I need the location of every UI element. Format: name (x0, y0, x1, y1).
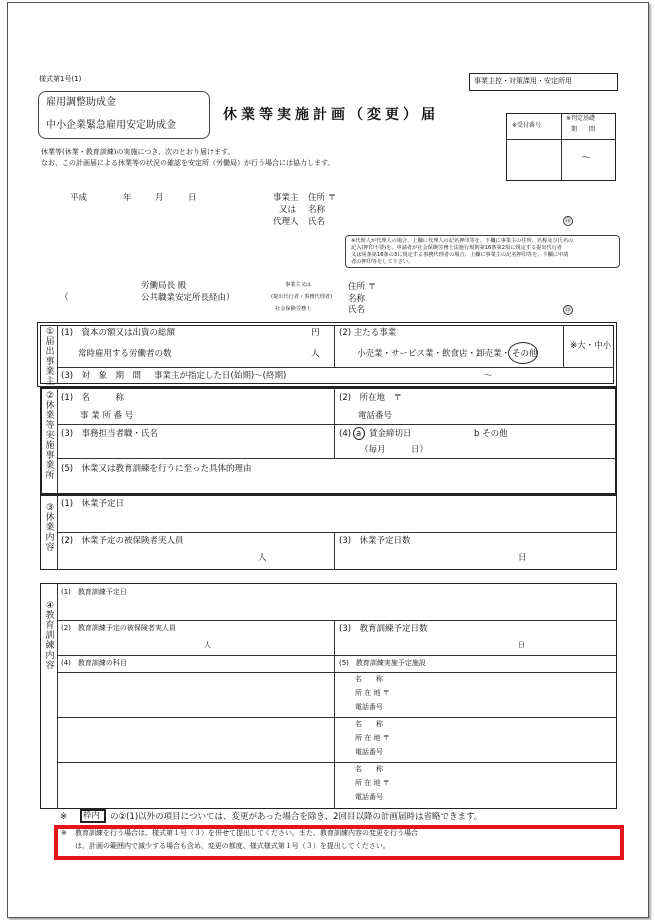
training-date-label: (1) 教育訓練予定日 (61, 588, 127, 596)
leave-date-label: (1) 休業予定日 (61, 499, 125, 509)
applicant-person-name: 氏名 (308, 217, 326, 227)
facility-name: 名 称 (355, 765, 383, 773)
facility-name: 名 称 (355, 675, 383, 683)
location-label: (2) 所在地 〒 (339, 393, 403, 403)
closing-a-text: 賃金締切日 (369, 429, 412, 439)
period-tilde: ～ (484, 371, 493, 381)
period-label: (3) 対 象 期 間 (61, 371, 142, 381)
form-number: 様式第1号(1) (39, 75, 82, 83)
applicant-address: 住所 〒 (308, 193, 337, 203)
date-month: 月 (155, 193, 164, 203)
agent-note-4: 者の押印等をして下さい。 (351, 259, 414, 265)
owner-label: 事業主 (273, 193, 299, 203)
training-days-unit: 日 (518, 641, 525, 649)
section3-label: ③休業内容 (45, 503, 55, 553)
closing-label: (4) (339, 429, 352, 439)
agent-note-3: 又は同条第16条の3に規定する事務代理者の場合、上欄に事業主の記名押印等を、下欄に申請 (351, 252, 569, 258)
rep-label-1: 事業主又は (285, 282, 311, 288)
form-title: 休業等実施計画（変更）届 (223, 107, 439, 123)
frame-word: 枠内 (83, 811, 101, 821)
footer-note2-mark: ※ (61, 829, 67, 837)
rep-address: 住所 〒 (348, 282, 377, 292)
applicant-name-label: 名称 (308, 205, 326, 215)
business-label: (2) 主たる事業 (339, 328, 397, 338)
agent-note-1: ※代理人が代理人の場合、上欄に代理人の記名押印等を、下欄に事業主の住所、名称及び氏名の (351, 238, 574, 244)
footer-note2-line1: 教育訓練を行う場合は、様式第１号（３）を併せて提出してください。また、教育訓練内容の変更を行う場合 (75, 829, 418, 837)
closing-a: a (356, 429, 362, 439)
or-label: 又は (279, 205, 297, 215)
seal-icon: ㊞ (564, 307, 571, 314)
grant-name-2: 中小企業緊急雇用安定助成金 (46, 120, 176, 131)
section1-label: ①届出事業主 (45, 327, 55, 387)
seal-icon: ㊞ (564, 218, 571, 225)
leave-insured-unit: 人 (258, 553, 267, 563)
rep-label-2: (提出代行者・事務代理者) (271, 294, 333, 300)
grant-name-1: 雇用調整助成金 (46, 97, 116, 108)
facility-address: 所 在 地 〒 (355, 689, 390, 697)
footer-note-1: の②(1)以外の項目については、変更があった場合を除き、2回目以降の計画届時は省略できます。 (110, 812, 483, 822)
rep-label-3: 社会保険労務士 (275, 306, 312, 312)
intro-line-2: なお、この計画届による休業等の状況の確認を安定所（労働局）が行う場合には協力します。 (41, 159, 335, 167)
training-subjects-label: (4) 教育訓練の科目 (61, 659, 127, 667)
capital-unit: 円 (311, 328, 320, 338)
agent-label: 代理人 (273, 217, 299, 227)
leave-days-label: (3) 休業予定日数 (339, 536, 411, 546)
form-page (7, 2, 649, 918)
size-class: ※大・中小 (570, 341, 612, 351)
facility-phone: 電話番号 (355, 703, 383, 711)
rep-name-label: 名称 (348, 294, 366, 304)
section4-label: ④教育訓練内容 (45, 601, 55, 671)
location-phone: 電話番号 (358, 411, 393, 421)
facility-phone: 電話番号 (355, 748, 383, 756)
training-facility-label: (5) 教育訓練実施予定施設 (339, 659, 426, 667)
closing-monthly: （毎月 日） (360, 445, 429, 455)
facility-address: 所 在 地 〒 (355, 734, 390, 742)
recipient-line-1: 労働局長 殿 (141, 281, 187, 291)
reception-no-label: ※受付番号 (512, 122, 542, 129)
business-options: 小売業・サービス業・飲食店・卸売業・ (357, 349, 511, 359)
office-name-label: (1) 名 称 (61, 393, 125, 403)
judge-tilde: ～ (581, 153, 591, 164)
date-year: 年 (123, 193, 132, 203)
leave-days-unit: 日 (518, 553, 527, 563)
training-insured-unit: 人 (204, 641, 211, 649)
closing-b: b その他 (474, 429, 508, 439)
judge-label-2: 期 間 (571, 126, 596, 133)
date-day: 日 (188, 193, 197, 203)
section2-box (40, 387, 617, 495)
recipient-line-2: 公共職業安定所長経由） (141, 293, 235, 303)
leave-insured-label: (2) 休業予定の被保険者実人員 (61, 536, 184, 546)
business-other: その他 (512, 349, 538, 359)
facility-address: 所 在 地 〒 (355, 779, 390, 787)
manager-label: (3) 事務担当者職・氏名 (61, 429, 159, 439)
agent-note-2: 記入(押印不要)を、申請者が社会保険労務士法施行規則第16条第2項に規定する提出代行者 (351, 245, 563, 251)
capital-label: (1) 資本の額又は出資の総額 (61, 328, 176, 338)
facility-phone: 電話番号 (355, 793, 383, 801)
date-era: 平成 (70, 193, 88, 203)
footer-note2-line2: は、計画の範囲内で減少する場合も含め、変更の都度、様式様式第１号（３）を提出してください。 (75, 842, 390, 850)
section2-label: ②休業等実施事業所 (45, 391, 55, 481)
reason-label: (5) 休業又は教育訓練を行うに至った具体的理由 (61, 464, 252, 474)
workers-unit: 人 (311, 349, 320, 359)
footer-mark: ※ (60, 812, 68, 822)
period-note: 事業主が指定した日(始期)～(終期) (154, 371, 287, 381)
recipient-paren: （ (60, 293, 69, 303)
section4-box (40, 583, 617, 809)
intro-line-1: 休業等(休業・教育訓練)の実施につき、次のとおり届けます。 (41, 148, 235, 156)
office-no-label: 事 業 所 番 号 (80, 411, 134, 421)
training-insured-label: (2) 教育訓練予定の被保険者実人員 (61, 624, 176, 632)
judge-label-1: ※判定基礎 (566, 115, 596, 122)
workers-label: 常時雇用する労働者の数 (78, 349, 172, 359)
facility-name: 名 称 (355, 720, 383, 728)
office-label: 事業主控・対策課用・安定所用 (474, 77, 572, 85)
rep-person-name: 氏名 (348, 305, 366, 315)
training-days-label: (3) 教育訓練予定日数 (339, 624, 428, 634)
